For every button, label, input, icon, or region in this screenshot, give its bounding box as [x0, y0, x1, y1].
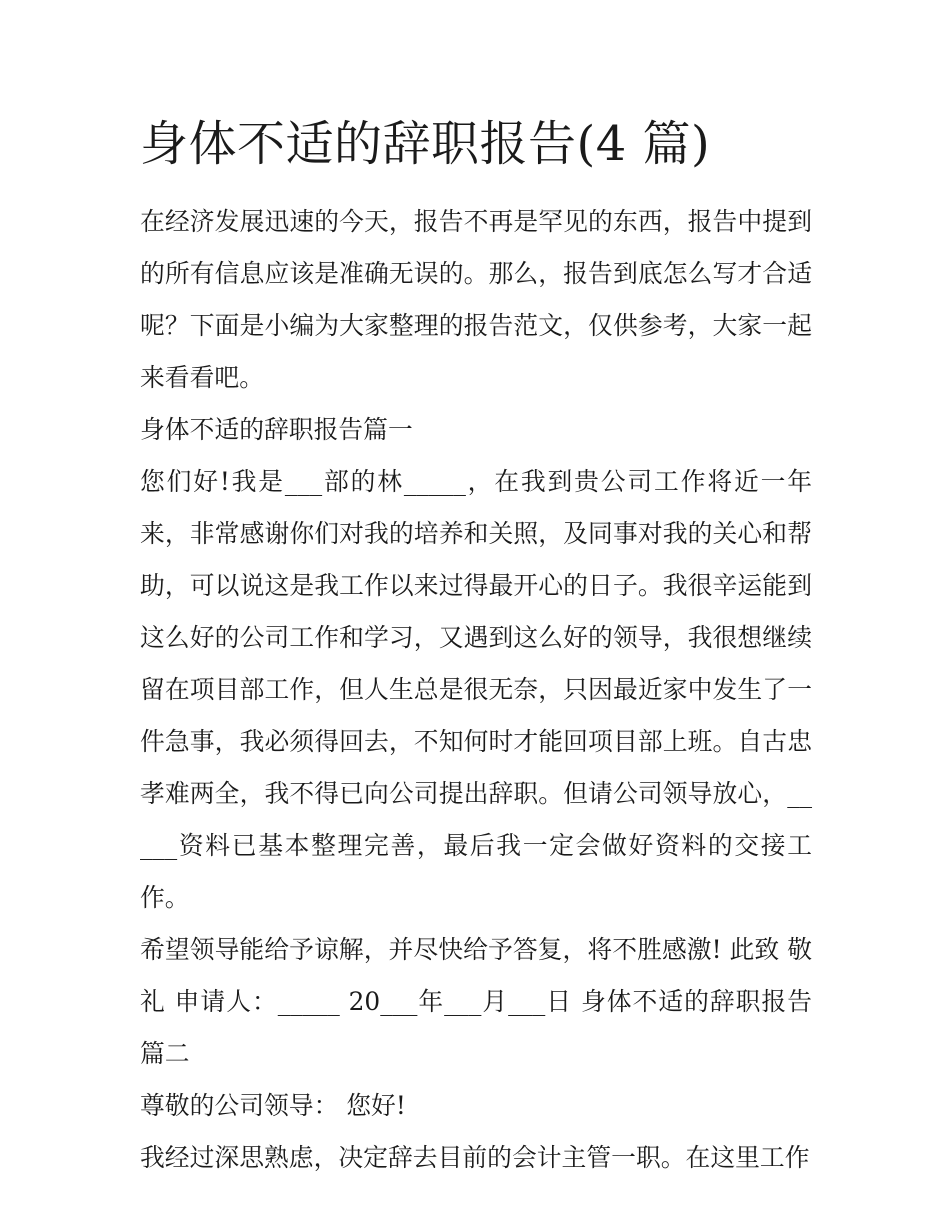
document-title: 身体不适的辞职报告(4 篇): [140, 116, 711, 172]
letter-2-body: 我经过深思熟虑，决定辞去目前的会计主管一职。在这里工作: [140, 1143, 810, 1172]
letter-1-closing: 希望领导能给予谅解，并尽快给予答复，将不胜感激! 此致 敬礼 申请人：_____ 20___年___月___日 身体不适的辞职报告篇二: [140, 935, 812, 1068]
document-body: [140, 196, 812, 1184]
letter-2-greeting: 尊敬的公司领导： 您好!: [140, 1091, 406, 1120]
letter-1-body: 您们好!我是___部的林_____，在我到贵公司工作将近一年来，非常感谢你们对我的培养和关照，及同事对我的关心和帮助，可以说这是我工作以来过得最开心的日子。我很辛运能到这么好的公司工作和学习，又遇到这么好的领导，我很想继续留在项目部工作，但人生总是很无奈，只因最近家中发生了一件急事，我必须得回去，不知何时才能回项目部上班。自古忠孝难两全，我不得已向公司提出辞职。但请公司领导放心，_____资料已基本整理完善，最后我一定会做好资料的交接工作。: [140, 467, 812, 912]
section-heading-1: 身体不适的辞职报告篇一: [140, 415, 413, 444]
intro-paragraph: 在经济发展迅速的今天，报告不再是罕见的东西，报告中提到的所有信息应该是准确无误的。那么，报告到底怎么写才合适呢？下面是小编为大家整理的报告范文，仅供参考，大家一起来看看吧。: [140, 207, 812, 392]
